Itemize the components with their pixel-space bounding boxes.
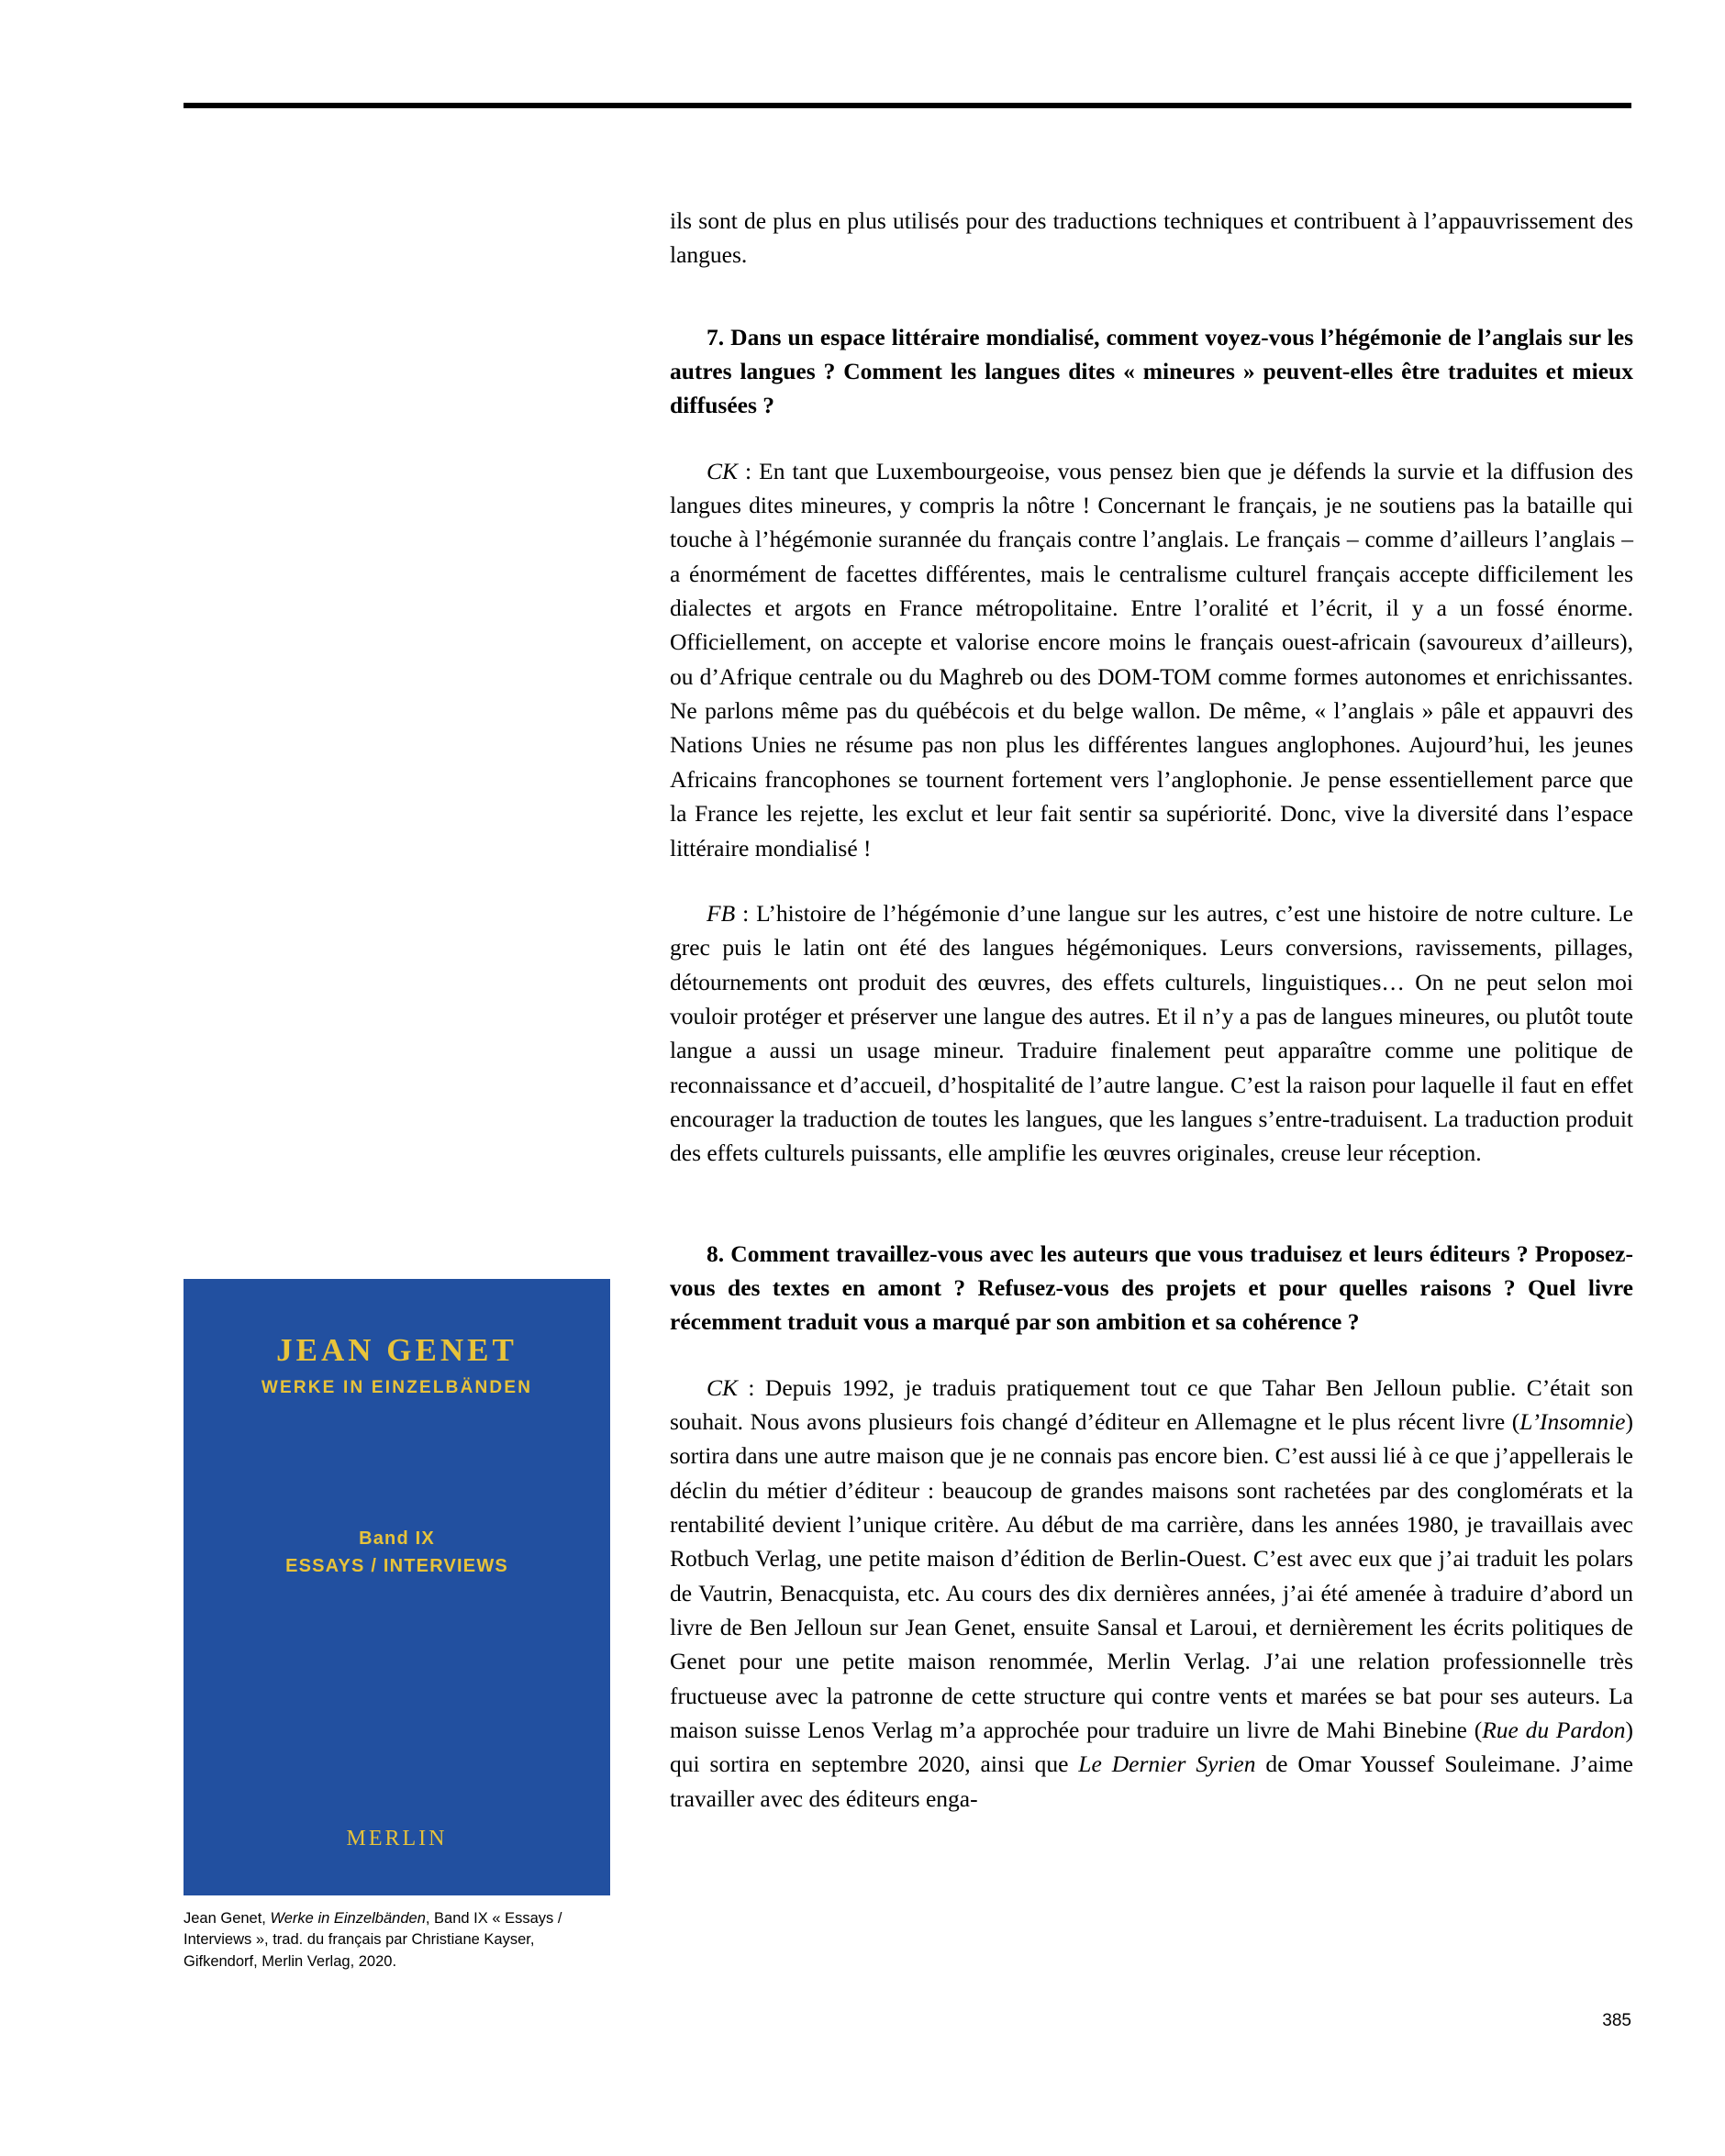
answer-7-fb-text: : L’histoire de l’hégémonie d’une langue sur les autres, c’est une histoire de notre culture. Le grec puis le latin ont été des langues hégémoniques. Leurs conversions, ravissements, pillages, détournements ont produit des œuvres, des effets culturels, linguistiques… On ne peut selon moi vouloir protéger et préserver une langue des autres. Et il n’y a pas de langues mineures, ou plutôt toute langue a aussi un usage mineur. Traduire finalement peut apparaître comme une politique de reconnaissance et d’accueil, d’hospitalité de l’autre langue. C’est la raison pour laquelle il faut en effet encourager la traduction de toutes les langues, que les langues s’entre-traduisent. La traduction produit des effets culturels puissants, elle amplifie les œuvres originales, creuse leur réception. [670,899,1633,1167]
main-text-column [670,204,1633,1816]
answer-8-ck-part4: de Omar Youssef Souleimane. J’aime travailler avec des éditeurs enga- [670,1750,1633,1812]
caption-part2: , Band IX « Essays / Interviews », trad. du français par Christiane Kayser, Gifkendorf, Merlin Verlag, 2020. [184,1910,562,1970]
caption-part1: Jean Genet, [184,1910,271,1927]
answer-8-ck-part3: ) qui sortira en septembre 2020, ainsi que [670,1717,1633,1778]
speaker-label-ck-7: CK [707,457,739,484]
speaker-label-ck-8: CK [707,1373,739,1401]
answer-8-ck [670,1371,1633,1816]
book-cover-image [184,1279,610,1895]
cover-volume-kind: ESSAYS / INTERVIEWS [285,1556,508,1576]
answer-7-fb [670,896,1633,1171]
answer-8-ck-part2: ) sortira dans une autre maison que je ne connais pas encore bien. C’est aussi lié à ce que j’appellerais le déclin du métier d’éditeur : beaucoup de grandes maisons sont rachetées par des conglomérats et la rentabilité devient l’unique critère. Au début de ma carrière, dans les années 1980, je travaillais avec Rotbuch Verlag, une petite maison d’édition de Berlin-Ouest. C’est avec eux que j’ai traduit les polars de Vautrin, Benacquista, etc. Au cours des dix dernières années, j’ai été amenée à traduire d’abord un livre de Ben Jelloun sur Jean Genet, ensuite Sansal et Laroui, et dernièrement les écrits politiques de Genet pour une petite maison renommée, Merlin Verlag. J’ai une relation professionnelle très fructueuse avec la patronne de cette structure qui contre vents et marées se bat pour ses auteurs. La maison suisse Lenos Verlag m’a approchée pour traduire un livre de Mahi Binebine ( [670,1407,1633,1744]
question-7: 7. Dans un espace littéraire mondialisé, comment voyez-vous l’hégémonie de l’anglais sur les autres langues ? Comment les langues dites « mineures » peuvent-elles être traduites et mieux diffusées ? [670,323,1633,419]
header-rule [184,103,1631,108]
question-8: 8. Comment travaillez-vous avec les auteurs que vous traduisez et leurs éditeurs ? Proposez-vous des textes en amont ? Refusez-vous des projets et pour quelles raisons ? Quel livre récemment traduit vous a marqué par son ambition et sa cohérence ? [670,1239,1633,1336]
cover-publisher: MERLIN [346,1827,448,1850]
answer-7-ck-text: : En tant que Luxembourgeoise, vous pensez bien que je défends la survie et la diffusion des langues dites mineures, y compris la nôtre ! Concernant le français, je ne soutiens pas la bataille qui touche à l’hégémonie surannée du français contre l’anglais. Le français – comme d’ailleurs l’anglais – a énormément de facettes différentes, mais le centralisme culturel français accepte difficilement les dialectes et argots en France métropolitaine. Entre l’oralité et l’écrit, il y a un fossé énorme. Officiellement, on accepte et valorise encore moins le français ouest-africain (savoureux d’ailleurs), ou d’Afrique centrale ou du Maghreb ou des DOM-TOM comme formes autonomes et enrichissantes. Ne parlons même pas du québécois et du belge wallon. De même, « l’anglais » pâle et appauvri des Nations Unies ne résume pas non plus les différentes langues anglophones. Aujourd’hui, les jeunes Africains francophones se tournent fortement vers l’anglophonie. Je pense essentiellement parce que la France les rejette, les exclut et leur fait sentir sa supériorité. Donc, vive la diversité dans l’espace littéraire mondialisé ! [670,457,1633,861]
title-linsomnie: L’Insomnie [1519,1407,1626,1435]
title-le-dernier-syrien: Le Dernier Syrien [1078,1750,1256,1778]
title-rue-du-pardon: Rue du Pardon [1482,1717,1626,1744]
speaker-label-fb-7: FB [707,899,736,927]
cover-title: JEAN GENET [276,1332,518,1368]
page-number: 385 [1602,2011,1631,2030]
figure-caption [184,1908,587,1973]
book-figure [184,1279,610,1973]
caption-italic-title: Werke in Einzelbänden [270,1910,426,1927]
answer-8-ck-part1: : Depuis 1992, je traduis pratiquement tout ce que Tahar Ben Jelloun publie. C’était son souhait. Nous avons plusieurs fois changé d’éditeur en Allemagne et le plus récent livre ( [670,1373,1633,1435]
cover-band-number: Band IX [359,1528,435,1549]
intro-paragraph: ils sont de plus en plus utilisés pour des traductions techniques et contribuent à l’appauvrissement des langues. [670,207,1633,269]
answer-7-ck [670,454,1633,865]
cover-subtitle: WERKE IN EINZELBÄNDEN [261,1378,533,1397]
